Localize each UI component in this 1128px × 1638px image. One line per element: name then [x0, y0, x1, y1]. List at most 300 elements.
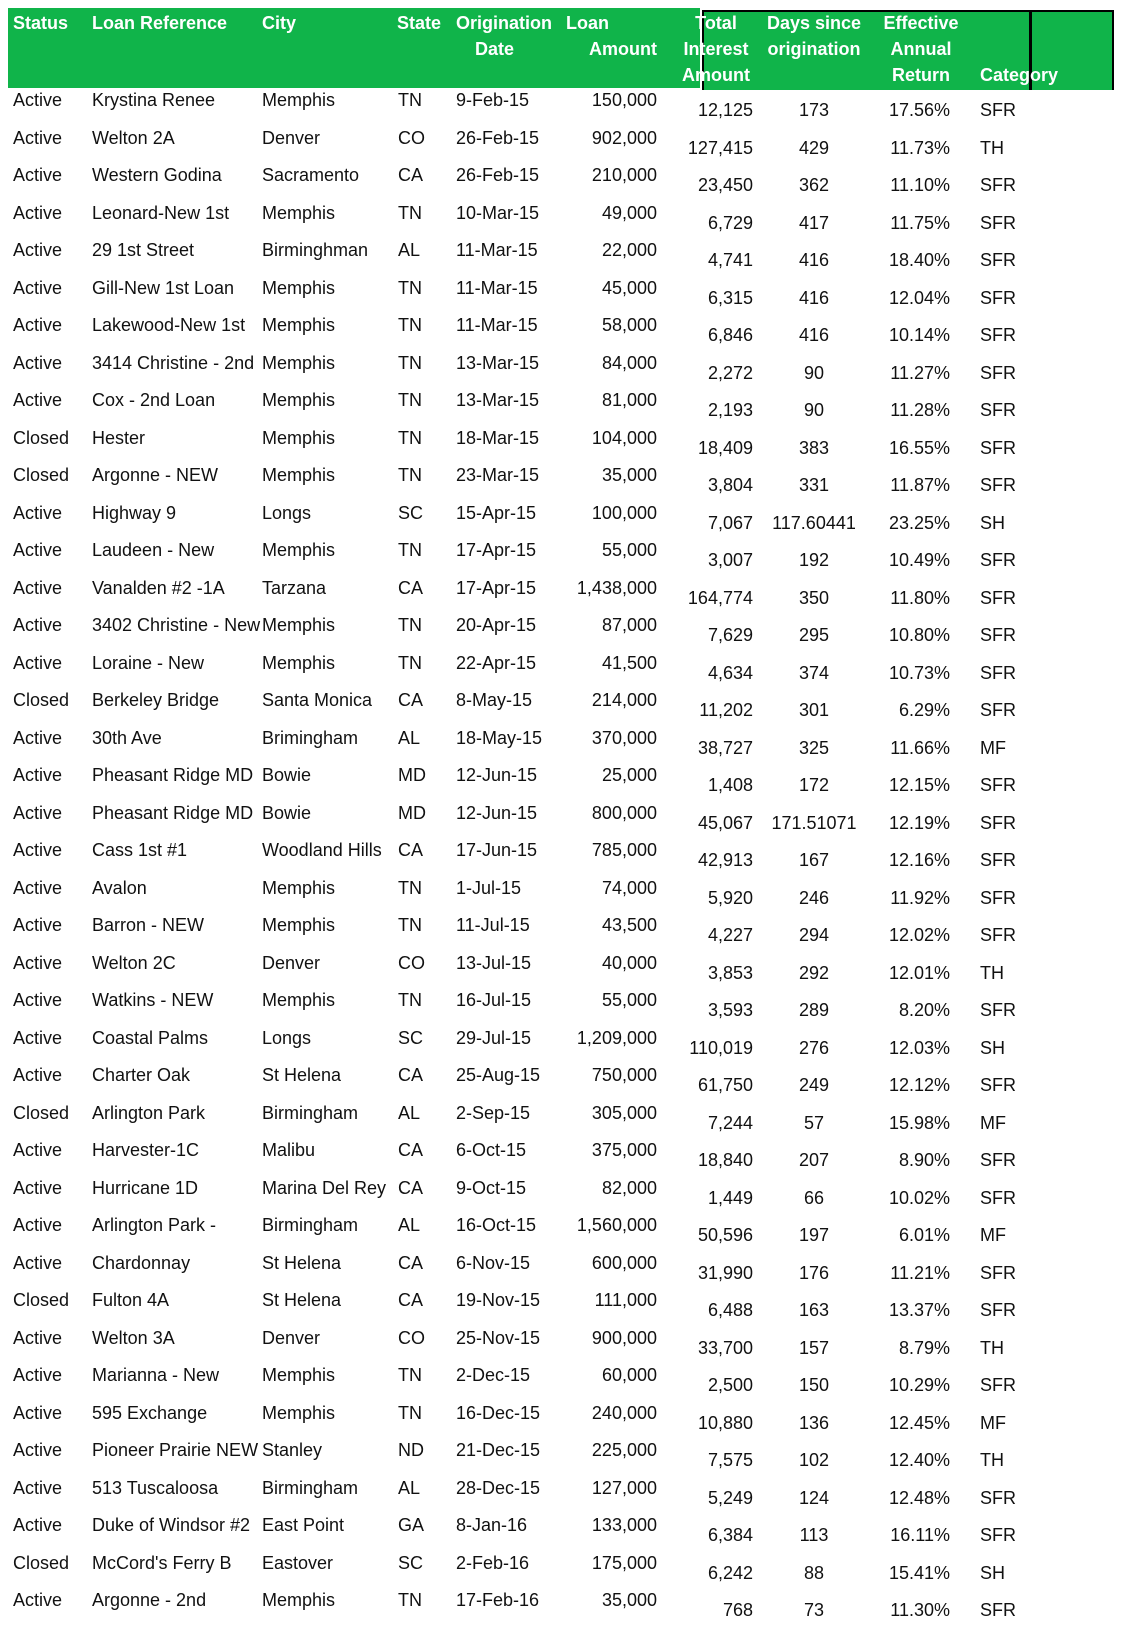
cell-effective-return: 23.25%	[888, 512, 950, 533]
cell-category: SFR	[980, 1262, 1016, 1283]
cell-total-interest: 6,846	[707, 325, 753, 345]
cell-loan-reference: Arlington Park -	[92, 1215, 217, 1235]
cell-category: SH	[980, 1037, 1006, 1058]
cell-state: GA	[398, 1515, 425, 1535]
cell-city: East Point	[262, 1515, 345, 1535]
cell-loan-reference: Harvester-1C	[92, 1140, 200, 1160]
header-loan-reference[interactable]: Loan Reference	[92, 13, 228, 33]
cell-city: Birmingham	[262, 1215, 359, 1235]
cell-city: Bowie	[262, 765, 312, 785]
cell-origination-date: 20-Apr-15	[456, 615, 537, 635]
cell-city: Birmingham	[262, 1102, 359, 1123]
cell-state: TN	[398, 352, 422, 373]
cell-total-interest: 7,244	[707, 1112, 753, 1133]
cell-status: Active	[13, 390, 63, 410]
cell-effective-return: 12.19%	[888, 812, 950, 833]
cell-status: Active	[13, 1177, 63, 1198]
cell-total-interest: 45,067	[697, 812, 753, 833]
table-row[interactable]	[8, 838, 1120, 876]
cell-effective-return: 11.27%	[890, 362, 950, 383]
cell-total-interest: 23,450	[697, 175, 753, 195]
cell-status: Active	[13, 240, 63, 260]
cell-status: Active	[13, 802, 63, 823]
cell-city: Tarzana	[262, 577, 327, 598]
cell-category: SFR	[980, 250, 1016, 270]
cell-city: Memphis	[262, 1365, 336, 1385]
cell-origination-date: 28-Dec-15	[456, 1477, 541, 1498]
cell-city: Memphis	[262, 465, 336, 485]
cell-origination-date: 22-Apr-15	[456, 652, 537, 673]
cell-city: Memphis	[262, 990, 336, 1010]
cell-loan-reference: Watkins - NEW	[92, 990, 214, 1010]
cell-loan-reference: 513 Tuscaloosa	[92, 1477, 219, 1498]
cell-total-interest: 38,727	[697, 737, 753, 758]
cell-city: Stanley	[262, 1440, 323, 1460]
cell-effective-return: 18.40%	[888, 250, 950, 270]
table-row[interactable]	[8, 1588, 1120, 1626]
cell-loan-amount: 100,000	[591, 502, 657, 523]
table-row[interactable]	[8, 1288, 1120, 1326]
table-row[interactable]	[8, 1326, 1120, 1364]
cell-state: SC	[398, 502, 424, 523]
cell-city: Memphis	[262, 352, 336, 373]
cell-city: Marina Del Rey	[262, 1177, 387, 1198]
cell-origination-date: 9-Feb-15	[456, 90, 530, 110]
cell-status: Active	[13, 1252, 63, 1273]
cell-state: MD	[398, 802, 426, 823]
cell-total-interest: 50,596	[697, 1225, 753, 1245]
header-days-since[interactable]: Days since origination	[766, 13, 862, 59]
cell-loan-amount: 74,000	[601, 877, 657, 898]
cell-loan-reference: Laudeen - New	[92, 540, 215, 560]
cell-total-interest: 2,193	[707, 400, 753, 420]
cell-loan-reference: Gill-New 1st Loan	[92, 277, 235, 298]
table-row[interactable]	[8, 1213, 1120, 1251]
table-row[interactable]	[8, 538, 1120, 576]
cell-state: AL	[398, 727, 421, 748]
table-row[interactable]	[8, 1401, 1120, 1439]
cell-category: SFR	[980, 1187, 1016, 1208]
cell-city: Memphis	[262, 202, 336, 223]
cell-category: SFR	[980, 887, 1016, 908]
cell-days-since: 301	[798, 700, 830, 720]
cell-loan-amount: 305,000	[591, 1102, 657, 1123]
table-row[interactable]	[8, 1063, 1120, 1101]
cell-category: TH	[980, 137, 1004, 158]
cell-effective-return: 12.40%	[888, 1450, 950, 1470]
cell-status: Active	[13, 952, 63, 973]
cell-loan-reference: Pheasant Ridge MD	[92, 802, 254, 823]
cell-loan-reference: Western Godina	[92, 165, 222, 185]
cell-category: SFR	[980, 212, 1016, 233]
table-row[interactable]	[8, 501, 1120, 539]
header-state[interactable]: State	[397, 13, 442, 33]
cell-total-interest: 1,449	[707, 1187, 753, 1208]
cell-loan-reference: Vanalden #2 -1A	[92, 577, 225, 598]
cell-state: CA	[398, 577, 424, 598]
cell-state: CO	[398, 1327, 425, 1348]
cell-effective-return: 10.29%	[888, 1375, 950, 1395]
cell-days-since: 124	[798, 1487, 830, 1508]
table-row[interactable]	[8, 1251, 1120, 1289]
cell-origination-date: 13-Jul-15	[456, 952, 532, 973]
cell-loan-amount: 104,000	[591, 427, 657, 448]
cell-days-since: 416	[798, 250, 830, 270]
cell-days-since: 325	[798, 737, 830, 758]
cell-total-interest: 6,315	[707, 287, 753, 308]
cell-days-since: 136	[798, 1412, 830, 1433]
cell-effective-return: 11.28%	[890, 400, 950, 420]
cell-loan-amount: 84,000	[601, 352, 657, 373]
cell-loan-amount: 45,000	[601, 277, 657, 298]
cell-category: SFR	[980, 625, 1016, 645]
cell-status: Closed	[13, 427, 70, 448]
cell-origination-date: 16-Jul-15	[456, 990, 532, 1010]
cell-state: TN	[398, 427, 422, 448]
table-row[interactable]	[8, 238, 1120, 276]
cell-loan-reference: Krystina Renee	[92, 90, 216, 110]
table-row[interactable]	[8, 163, 1120, 201]
table-row[interactable]	[8, 201, 1120, 239]
cell-origination-date: 11-Mar-15	[456, 240, 538, 260]
table-row[interactable]	[8, 126, 1120, 164]
cell-status: Active	[13, 352, 63, 373]
cell-origination-date: 11-Mar-15	[456, 277, 538, 298]
cell-total-interest: 768	[722, 1600, 753, 1620]
cell-effective-return: 8.79%	[898, 1337, 950, 1358]
table-row[interactable]	[8, 351, 1120, 389]
cell-loan-amount: 800,000	[591, 802, 657, 823]
cell-total-interest: 4,227	[707, 925, 753, 945]
cell-loan-reference: Arlington Park	[92, 1102, 206, 1123]
cell-city: Bowie	[262, 802, 312, 823]
cell-city: Memphis	[262, 652, 336, 673]
header-status[interactable]: Status	[13, 13, 69, 33]
cell-city: Denver	[262, 127, 321, 148]
cell-loan-amount: 1,209,000	[576, 1027, 657, 1048]
cell-city: Eastover	[262, 1552, 334, 1573]
cell-loan-amount: 35,000	[601, 465, 657, 485]
cell-category: SFR	[980, 1525, 1016, 1545]
table-row[interactable]	[8, 1176, 1120, 1214]
cell-origination-date: 8-May-15	[456, 690, 533, 710]
cell-total-interest: 18,840	[697, 1150, 753, 1170]
table-row[interactable]	[8, 88, 1120, 126]
cell-loan-reference: Fulton 4A	[92, 1290, 170, 1310]
cell-effective-return: 10.49%	[888, 550, 950, 570]
cell-state: TN	[398, 990, 422, 1010]
cell-loan-amount: 225,000	[591, 1440, 657, 1460]
table-row[interactable]	[8, 651, 1120, 689]
table-row[interactable]	[8, 426, 1120, 464]
header-loan-amount[interactable]: Loan Amount	[566, 13, 657, 59]
cell-category: SFR	[980, 325, 1016, 345]
cell-days-since: 207	[798, 1150, 830, 1170]
cell-origination-date: 1-Jul-15	[456, 877, 522, 898]
cell-loan-reference: Coastal Palms	[92, 1027, 209, 1048]
cell-city: Memphis	[262, 877, 336, 898]
cell-state: TN	[398, 390, 422, 410]
cell-effective-return: 12.02%	[888, 925, 950, 945]
cell-status: Active	[13, 615, 63, 635]
table-row[interactable]	[8, 951, 1120, 989]
cell-origination-date: 9-Oct-15	[456, 1177, 527, 1198]
table-row[interactable]	[8, 276, 1120, 314]
table-row[interactable]	[8, 576, 1120, 614]
cell-category: SFR	[980, 1375, 1016, 1395]
cell-city: Memphis	[262, 615, 336, 635]
cell-state: SC	[398, 1552, 424, 1573]
cell-effective-return: 10.02%	[888, 1187, 950, 1208]
cell-days-since: 197	[798, 1225, 830, 1245]
cell-total-interest: 10,880	[697, 1412, 753, 1433]
cell-city: Santa Monica	[262, 690, 373, 710]
cell-category: SFR	[980, 475, 1016, 495]
cell-loan-reference: 3402 Christine - New	[92, 615, 261, 635]
cell-city: Brimingham	[262, 727, 359, 748]
cell-loan-amount: 1,560,000	[576, 1215, 657, 1235]
cell-loan-reference: 29 1st Street	[92, 240, 195, 260]
cell-category: SFR	[980, 1600, 1016, 1620]
cell-loan-amount: 22,000	[601, 240, 657, 260]
cell-state: AL	[398, 1477, 421, 1498]
cell-loan-amount: 82,000	[601, 1177, 657, 1198]
cell-total-interest: 3,007	[707, 550, 753, 570]
table-row[interactable]	[8, 1101, 1120, 1139]
cell-loan-amount: 175,000	[591, 1552, 657, 1573]
cell-state: TN	[398, 652, 422, 673]
cell-loan-reference: Cox - 2nd Loan	[92, 390, 216, 410]
cell-effective-return: 10.73%	[888, 662, 950, 683]
cell-category: SFR	[980, 437, 1016, 458]
table-row[interactable]	[8, 876, 1120, 914]
header-category[interactable]: Category	[980, 65, 1059, 85]
cell-category: SFR	[980, 775, 1016, 795]
cell-days-since: 163	[798, 1300, 830, 1320]
cell-status: Active	[13, 915, 63, 935]
cell-status: Active	[13, 127, 63, 148]
cell-loan-reference: Hester	[92, 427, 146, 448]
cell-loan-amount: 902,000	[591, 127, 657, 148]
cell-origination-date: 18-May-15	[456, 727, 543, 748]
table-row[interactable]	[8, 913, 1120, 951]
cell-days-since: 102	[798, 1450, 830, 1470]
cell-loan-reference: Lakewood-New 1st	[92, 315, 246, 335]
cell-status: Active	[13, 1065, 63, 1085]
cell-total-interest: 3,804	[707, 475, 753, 495]
cell-origination-date: 25-Aug-15	[456, 1065, 541, 1085]
cell-status: Active	[13, 165, 63, 185]
cell-loan-reference: Chardonnay	[92, 1252, 191, 1273]
table-row[interactable]	[8, 1551, 1120, 1589]
cell-days-since: 362	[798, 175, 830, 195]
cell-loan-reference: Marianna - New	[92, 1365, 220, 1385]
cell-effective-return: 11.21%	[890, 1262, 950, 1283]
cell-days-since: 416	[798, 325, 830, 345]
table-row[interactable]	[8, 1476, 1120, 1514]
cell-effective-return: 11.73%	[890, 137, 950, 158]
cell-days-since: 295	[798, 625, 830, 645]
cell-category: SFR	[980, 925, 1016, 945]
cell-effective-return: 12.48%	[888, 1487, 950, 1508]
table-row[interactable]	[8, 801, 1120, 839]
cell-status: Active	[13, 1515, 63, 1535]
table-row[interactable]	[8, 613, 1120, 651]
cell-total-interest: 7,575	[707, 1450, 753, 1470]
cell-status: Closed	[13, 1552, 70, 1573]
cell-status: Closed	[13, 1102, 70, 1123]
cell-effective-return: 12.12%	[888, 1075, 950, 1095]
cell-category: SFR	[980, 1487, 1016, 1508]
cell-effective-return: 10.14%	[888, 325, 950, 345]
cell-total-interest: 42,913	[697, 850, 753, 870]
cell-origination-date: 16-Oct-15	[456, 1215, 537, 1235]
cell-total-interest: 6,729	[707, 212, 753, 233]
cell-days-since: 289	[798, 1000, 830, 1020]
cell-category: SFR	[980, 662, 1016, 683]
cell-status: Active	[13, 277, 63, 298]
table-row[interactable]	[8, 688, 1120, 726]
cell-category: MF	[980, 737, 1006, 758]
cell-days-since: 172	[798, 775, 830, 795]
table-row[interactable]	[8, 1026, 1120, 1064]
cell-days-since: 246	[798, 887, 830, 908]
table-row[interactable]	[8, 1513, 1120, 1551]
cell-state: TN	[398, 315, 422, 335]
cell-origination-date: 10-Mar-15	[456, 202, 540, 223]
cell-loan-amount: 58,000	[601, 315, 657, 335]
cell-state: TN	[398, 1590, 422, 1610]
header-row	[8, 8, 1120, 88]
cell-status: Active	[13, 652, 63, 673]
cell-city: Memphis	[262, 1590, 336, 1610]
table-row[interactable]	[8, 988, 1120, 1026]
cell-days-since: 113	[799, 1525, 829, 1545]
cell-loan-amount: 43,500	[601, 915, 657, 935]
table-row[interactable]	[8, 463, 1120, 501]
cell-loan-amount: 900,000	[591, 1327, 657, 1348]
cell-state: TN	[398, 90, 422, 110]
table-row[interactable]	[8, 313, 1120, 351]
cell-loan-amount: 87,000	[601, 615, 657, 635]
cell-loan-amount: 35,000	[601, 1590, 657, 1610]
table-row[interactable]	[8, 726, 1120, 764]
cell-effective-return: 16.11%	[890, 1525, 950, 1545]
cell-category: SH	[980, 1562, 1006, 1583]
cell-total-interest: 4,634	[707, 662, 753, 683]
cell-effective-return: 15.98%	[888, 1112, 950, 1133]
cell-state: TN	[398, 277, 422, 298]
cell-state: TN	[398, 540, 422, 560]
header-city[interactable]: City	[262, 13, 297, 33]
cell-status: Active	[13, 202, 63, 223]
cell-days-since: 292	[798, 962, 830, 983]
table-row[interactable]	[8, 763, 1120, 801]
cell-loan-amount: 150,000	[591, 90, 657, 110]
cell-category: SFR	[980, 1300, 1016, 1320]
cell-status: Active	[13, 540, 63, 560]
cell-loan-reference: Argonne - 2nd	[92, 1590, 207, 1610]
cell-days-since: 88	[803, 1562, 825, 1583]
cell-category: SFR	[980, 850, 1016, 870]
cell-origination-date: 2-Sep-15	[456, 1102, 531, 1123]
header-total-interest[interactable]: Total Interest Amount	[682, 13, 750, 85]
cell-days-since: 192	[798, 550, 830, 570]
cell-days-since: 167	[798, 850, 830, 870]
cell-category: MF	[980, 1112, 1006, 1133]
cell-category: TH	[980, 962, 1004, 983]
cell-city: Longs	[262, 1027, 312, 1048]
cell-city: Birmingham	[262, 1477, 359, 1498]
cell-loan-amount: 214,000	[591, 690, 657, 710]
cell-total-interest: 2,272	[707, 362, 753, 383]
cell-city: Malibu	[262, 1140, 316, 1160]
cell-category: SFR	[980, 362, 1016, 383]
cell-status: Active	[13, 1477, 63, 1498]
cell-state: TN	[398, 915, 422, 935]
header-effective-return[interactable]: Effective Annual Return	[883, 13, 959, 85]
cell-status: Active	[13, 1402, 63, 1423]
cell-status: Active	[13, 1327, 63, 1348]
cell-origination-date: 23-Mar-15	[456, 465, 540, 485]
cell-state: CA	[398, 1140, 424, 1160]
cell-category: SFR	[980, 700, 1016, 720]
cell-origination-date: 8-Jan-16	[456, 1515, 528, 1535]
cell-effective-return: 11.10%	[890, 175, 950, 195]
cell-total-interest: 2,500	[707, 1375, 753, 1395]
cell-city: Memphis	[262, 427, 336, 448]
cell-loan-amount: 81,000	[601, 390, 657, 410]
header-origination-date[interactable]: Origination Date	[456, 13, 552, 59]
cell-loan-reference: Barron - NEW	[92, 915, 205, 935]
table-row[interactable]	[8, 388, 1120, 426]
cell-origination-date: 13-Mar-15	[456, 352, 540, 373]
cell-state: TN	[398, 1365, 422, 1385]
cell-loan-reference: Cass 1st #1	[92, 840, 188, 860]
cell-origination-date: 17-Jun-15	[456, 840, 538, 860]
cell-loan-reference: Welton 2A	[92, 127, 175, 148]
table-row[interactable]	[8, 1363, 1120, 1401]
cell-city: Denver	[262, 1327, 321, 1348]
cell-state: CA	[398, 1290, 424, 1310]
cell-loan-amount: 49,000	[601, 202, 657, 223]
cell-days-since: 171.51071	[771, 812, 857, 833]
cell-effective-return: 6.01%	[898, 1225, 950, 1245]
cell-origination-date: 2-Feb-16	[456, 1552, 530, 1573]
cell-state: CA	[398, 1252, 424, 1273]
cell-loan-amount: 111,000	[594, 1290, 657, 1310]
cell-origination-date: 2-Dec-15	[456, 1365, 531, 1385]
cell-category: MF	[980, 1225, 1006, 1245]
cell-loan-reference: Argonne - NEW	[92, 465, 219, 485]
cell-city: Sacramento	[262, 165, 360, 185]
cell-total-interest: 33,700	[697, 1337, 753, 1358]
cell-status: Active	[13, 1140, 63, 1160]
cell-total-interest: 6,488	[707, 1300, 753, 1320]
cell-state: CA	[398, 840, 424, 860]
cell-days-since: 73	[803, 1600, 825, 1620]
cell-total-interest: 3,853	[707, 962, 753, 983]
cell-days-since: 374	[798, 662, 830, 683]
cell-origination-date: 26-Feb-15	[456, 127, 540, 148]
cell-total-interest: 31,990	[697, 1262, 753, 1283]
table-row[interactable]	[8, 1438, 1120, 1476]
cell-state: SC	[398, 1027, 424, 1048]
cell-category: SFR	[980, 812, 1016, 833]
cell-loan-reference: Leonard-New 1st	[92, 202, 230, 223]
cell-effective-return: 6.29%	[898, 700, 950, 720]
table-row[interactable]	[8, 1138, 1120, 1176]
